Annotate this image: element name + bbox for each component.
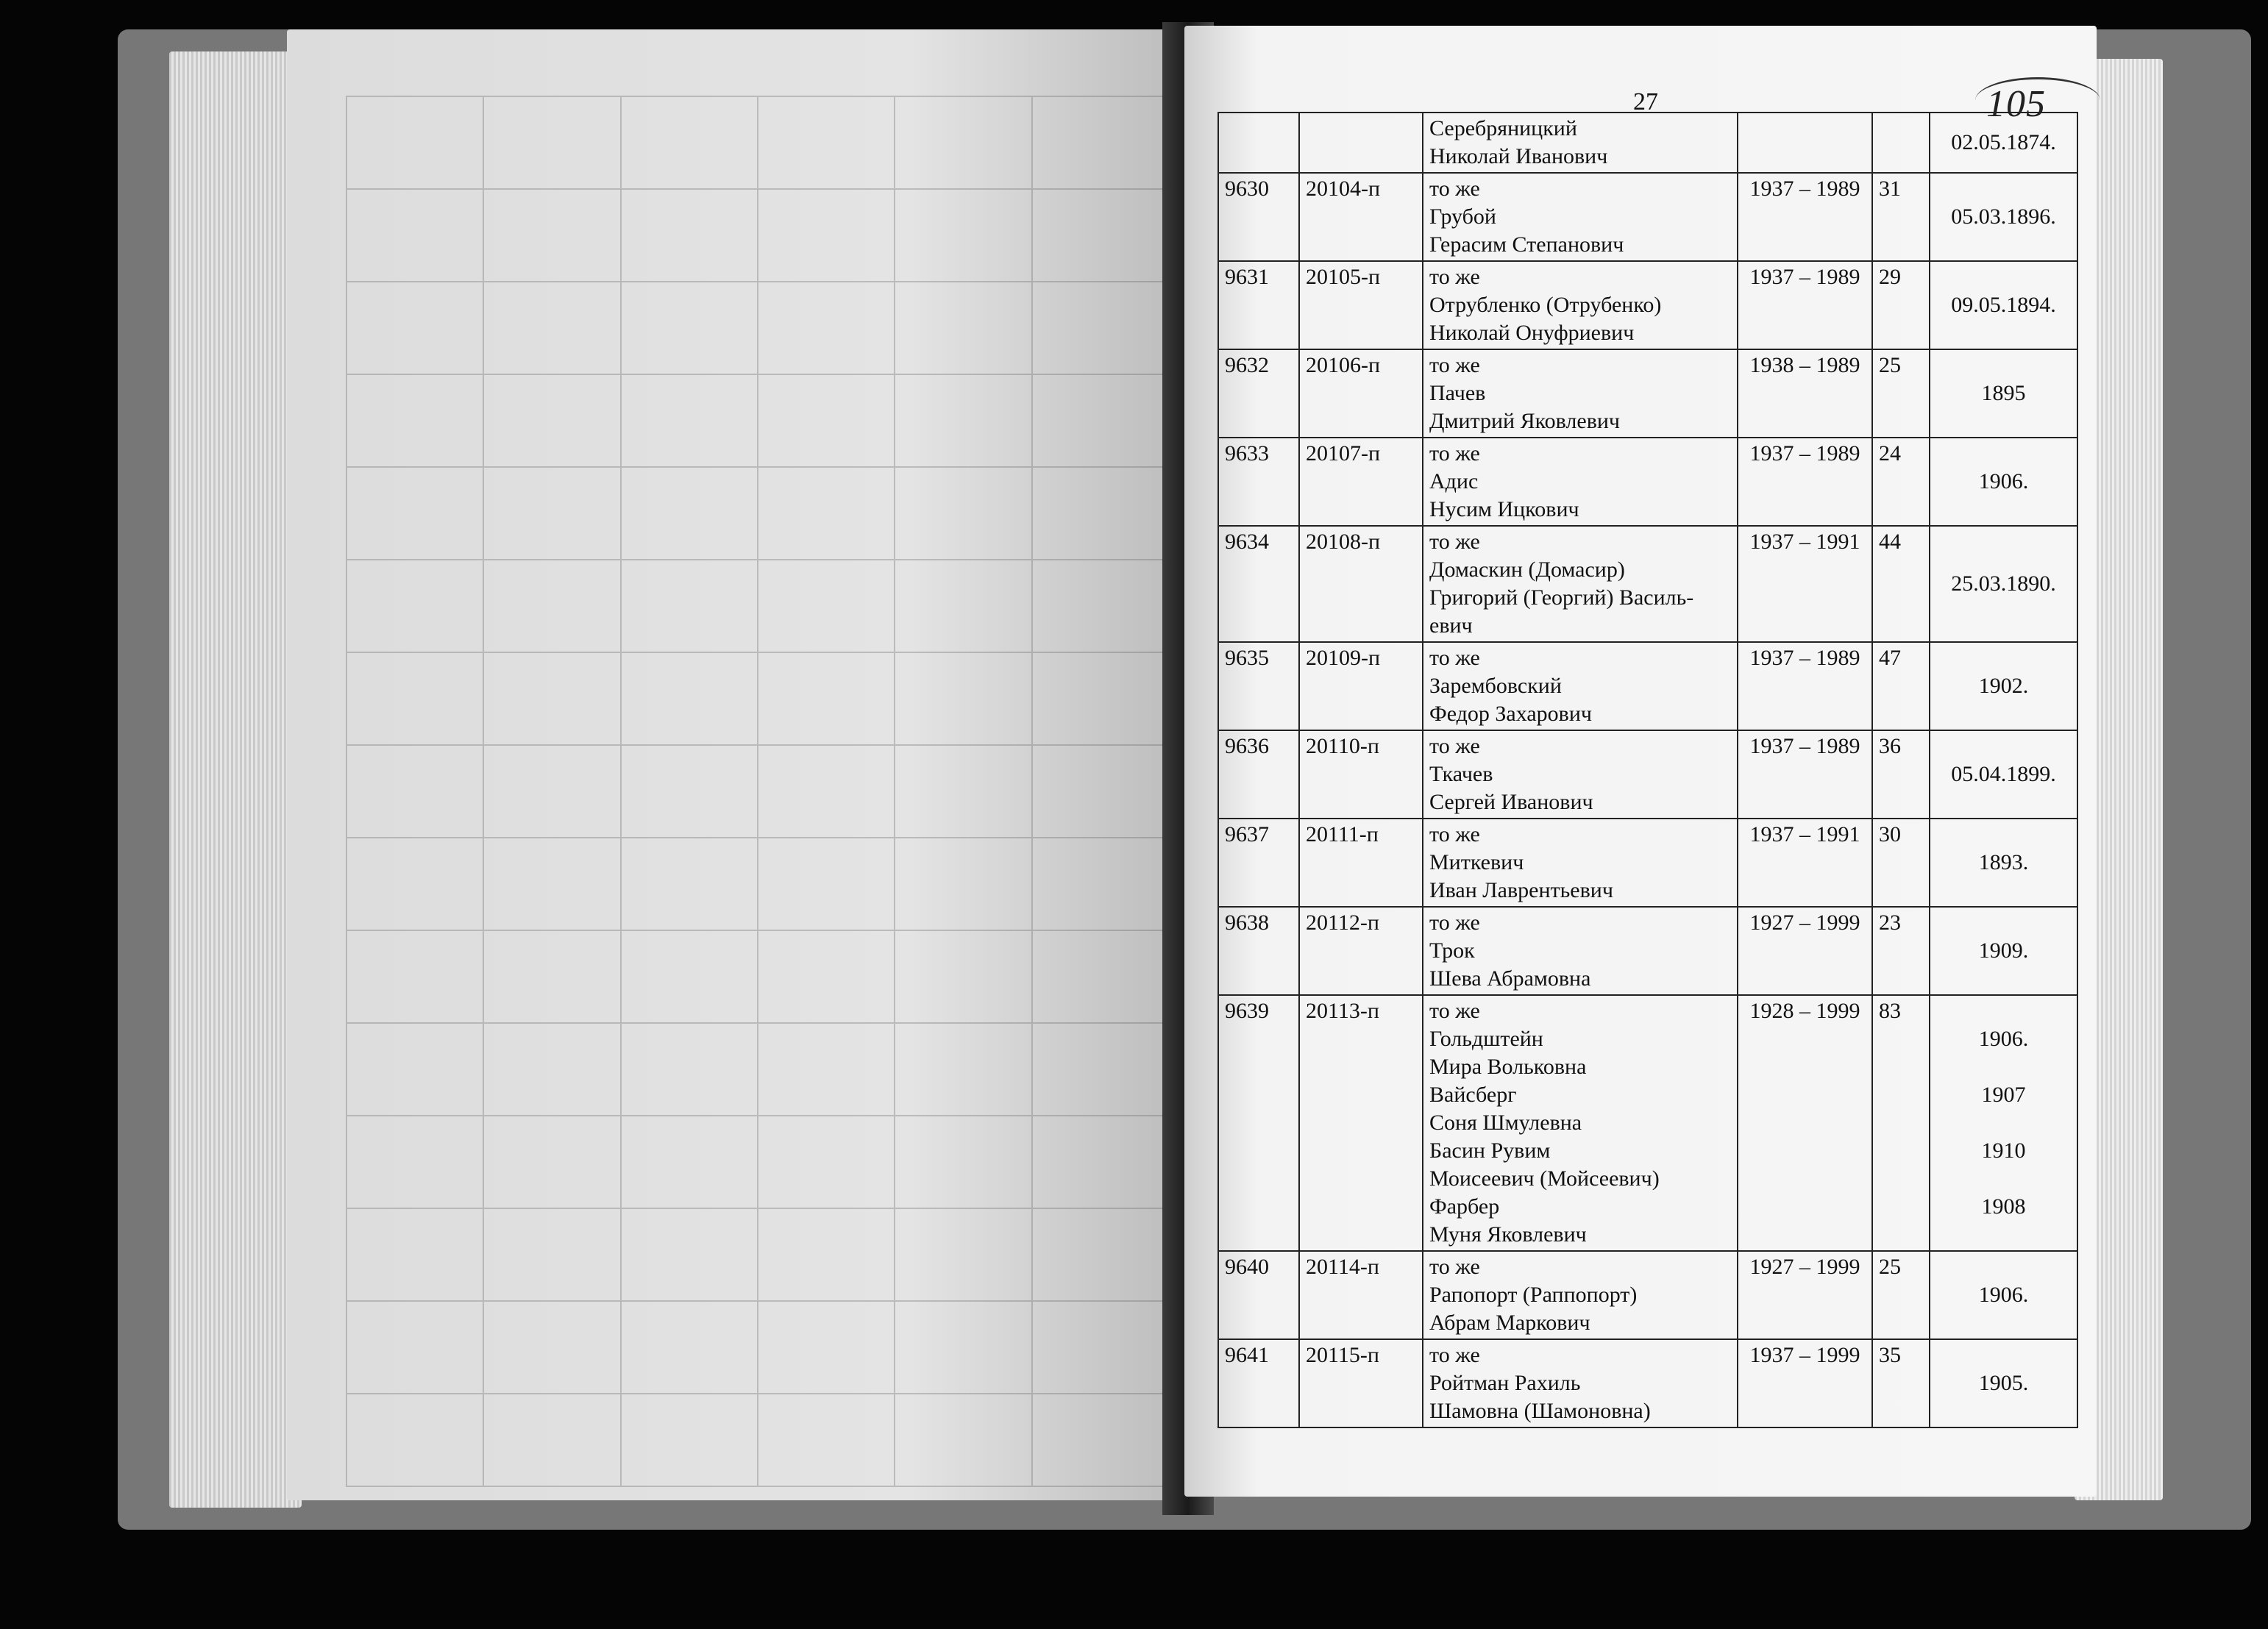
name-line: Зарембовский bbox=[1429, 674, 1562, 698]
name-line: Шамовна (Шамоновна) bbox=[1429, 1399, 1651, 1423]
name-line: то же bbox=[1429, 177, 1480, 201]
name-line: Николай Онуфриевич bbox=[1429, 321, 1635, 345]
birth-date: 1909. bbox=[1930, 907, 2077, 995]
birth-date: 05.04.1899. bbox=[1930, 730, 2077, 819]
handwritten-folio-number: 105 bbox=[1986, 83, 2046, 125]
name-line: Миткевич bbox=[1429, 850, 1524, 874]
birth-date-line bbox=[1936, 1109, 2071, 1137]
birth-date-line bbox=[1936, 1053, 2071, 1081]
date-range: 1927 – 1999 bbox=[1738, 1251, 1872, 1339]
table-row bbox=[1218, 1251, 2077, 1339]
date-range: 1938 – 1989 bbox=[1738, 349, 1872, 438]
birth-date: 1893. bbox=[1930, 819, 2077, 907]
date-range: 1937 – 1991 bbox=[1738, 819, 1872, 907]
name-line: Домаскин (Домасир) bbox=[1429, 557, 1625, 582]
date-range bbox=[1738, 113, 1872, 173]
record-number: 9630 bbox=[1218, 173, 1299, 261]
name-line: то же bbox=[1429, 999, 1480, 1023]
name-line: то же bbox=[1429, 646, 1480, 670]
person-name bbox=[1423, 526, 1738, 642]
person-name bbox=[1423, 995, 1738, 1251]
record-number: 9634 bbox=[1218, 526, 1299, 642]
table-row bbox=[1218, 173, 2077, 261]
sheet-count: 29 bbox=[1872, 261, 1930, 349]
table-row bbox=[1218, 730, 2077, 819]
birth-date-line: 1907 bbox=[1981, 1083, 2026, 1107]
page-edges-left bbox=[169, 51, 302, 1508]
birth-date: 05.03.1896. bbox=[1930, 173, 2077, 261]
person-name bbox=[1423, 173, 1738, 261]
case-number: 20111-п bbox=[1299, 819, 1423, 907]
birth-date: 02.05.1874. bbox=[1930, 113, 2077, 173]
name-line: Серебряницкий bbox=[1429, 116, 1577, 140]
name-line: Нусим Ицкович bbox=[1429, 497, 1579, 521]
date-range: 1928 – 1999 bbox=[1738, 995, 1872, 1251]
left-page bbox=[287, 29, 1177, 1500]
table-row bbox=[1218, 819, 2077, 907]
case-number: 20114-п bbox=[1299, 1251, 1423, 1339]
name-line: Абрам Маркович bbox=[1429, 1311, 1590, 1335]
name-line: Рапопорт (Раппопорт) bbox=[1429, 1283, 1638, 1307]
name-line: Шева Абрамовна bbox=[1429, 966, 1591, 991]
person-name bbox=[1423, 642, 1738, 730]
person-name bbox=[1423, 113, 1738, 173]
name-line: Мира Вольковна bbox=[1429, 1055, 1587, 1079]
record-number: 9640 bbox=[1218, 1251, 1299, 1339]
record-number: 9638 bbox=[1218, 907, 1299, 995]
left-page-bleedthrough bbox=[346, 96, 1170, 1390]
name-line: то же bbox=[1429, 1255, 1480, 1279]
name-line: то же bbox=[1429, 530, 1480, 554]
name-line: Трок bbox=[1429, 938, 1475, 963]
name-line: Григорий (Георгий) Василь- bbox=[1429, 585, 1694, 610]
sheet-count: 24 bbox=[1872, 438, 1930, 526]
date-range: 1937 – 1989 bbox=[1738, 173, 1872, 261]
birth-date bbox=[1930, 995, 2077, 1251]
name-line: Моисеевич (Мойсеевич) bbox=[1429, 1166, 1660, 1191]
name-line: евич bbox=[1429, 613, 1473, 638]
name-line: то же bbox=[1429, 353, 1480, 377]
table-row bbox=[1218, 907, 2077, 995]
record-number: 9636 bbox=[1218, 730, 1299, 819]
name-line: то же bbox=[1429, 441, 1480, 466]
person-name bbox=[1423, 907, 1738, 995]
table-row bbox=[1218, 349, 2077, 438]
sheet-count: 35 bbox=[1872, 1339, 1930, 1427]
record-number bbox=[1218, 113, 1299, 173]
sheet-count bbox=[1872, 113, 1930, 173]
name-line: Грубой bbox=[1429, 204, 1496, 229]
table-row bbox=[1218, 642, 2077, 730]
record-number: 9633 bbox=[1218, 438, 1299, 526]
date-range: 1937 – 1989 bbox=[1738, 642, 1872, 730]
name-line: Соня Шмулевна bbox=[1429, 1111, 1582, 1135]
name-line: Фарбер bbox=[1429, 1194, 1500, 1219]
birth-date-line: 1908 bbox=[1981, 1194, 2026, 1219]
case-number: 20108-п bbox=[1299, 526, 1423, 642]
birth-date: 1902. bbox=[1930, 642, 2077, 730]
date-range: 1937 – 1989 bbox=[1738, 261, 1872, 349]
birth-date: 1905. bbox=[1930, 1339, 2077, 1427]
name-line: Сергей Иванович bbox=[1429, 790, 1593, 814]
case-number: 20115-п bbox=[1299, 1339, 1423, 1427]
name-line: Муня Яковлевич bbox=[1429, 1222, 1587, 1247]
page-number: 27 bbox=[1633, 88, 1658, 115]
case-number: 20110-п bbox=[1299, 730, 1423, 819]
name-line: то же bbox=[1429, 1343, 1480, 1367]
name-line: Ройтман Рахиль bbox=[1429, 1371, 1581, 1395]
person-name bbox=[1423, 349, 1738, 438]
date-range: 1937 – 1989 bbox=[1738, 730, 1872, 819]
birth-date: 1906. bbox=[1930, 438, 2077, 526]
record-number: 9635 bbox=[1218, 642, 1299, 730]
case-number: 20109-п bbox=[1299, 642, 1423, 730]
birth-date: 25.03.1890. bbox=[1930, 526, 2077, 642]
table-row bbox=[1218, 1339, 2077, 1427]
name-line: Пачев bbox=[1429, 381, 1486, 405]
name-line: то же bbox=[1429, 265, 1480, 289]
name-line: то же bbox=[1429, 822, 1480, 846]
sheet-count: 23 bbox=[1872, 907, 1930, 995]
case-number: 20106-п bbox=[1299, 349, 1423, 438]
record-number: 9641 bbox=[1218, 1339, 1299, 1427]
sheet-count: 31 bbox=[1872, 173, 1930, 261]
sheet-count: 44 bbox=[1872, 526, 1930, 642]
person-name bbox=[1423, 1251, 1738, 1339]
record-number: 9631 bbox=[1218, 261, 1299, 349]
name-line: то же bbox=[1429, 910, 1480, 935]
date-range: 1937 – 1991 bbox=[1738, 526, 1872, 642]
name-line: то же bbox=[1429, 734, 1480, 758]
person-name bbox=[1423, 730, 1738, 819]
case-number: 20104-п bbox=[1299, 173, 1423, 261]
table-row bbox=[1218, 261, 2077, 349]
register-table bbox=[1217, 112, 2078, 1428]
name-line: Гольдштейн bbox=[1429, 1027, 1543, 1051]
name-line: Дмитрий Яковлевич bbox=[1429, 409, 1621, 433]
case-number: 20112-п bbox=[1299, 907, 1423, 995]
sheet-count: 25 bbox=[1872, 1251, 1930, 1339]
date-range: 1927 – 1999 bbox=[1738, 907, 1872, 995]
person-name bbox=[1423, 261, 1738, 349]
record-number: 9632 bbox=[1218, 349, 1299, 438]
birth-date-line bbox=[1936, 1221, 2071, 1249]
name-line: Федор Захарович bbox=[1429, 702, 1592, 726]
name-line: Отрубленко (Отрубенко) bbox=[1429, 293, 1662, 317]
case-number: 20105-п bbox=[1299, 261, 1423, 349]
name-line: Вайсберг bbox=[1429, 1083, 1517, 1107]
sheet-count: 25 bbox=[1872, 349, 1930, 438]
birth-date: 1906. bbox=[1930, 1251, 2077, 1339]
person-name bbox=[1423, 1339, 1738, 1427]
birth-date-line: 1910 bbox=[1981, 1138, 2026, 1163]
case-number bbox=[1299, 113, 1423, 173]
table-row bbox=[1218, 438, 2077, 526]
birth-date: 1895 bbox=[1930, 349, 2077, 438]
record-number: 9639 bbox=[1218, 995, 1299, 1251]
date-range: 1937 – 1989 bbox=[1738, 438, 1872, 526]
sheet-count: 36 bbox=[1872, 730, 1930, 819]
person-name bbox=[1423, 438, 1738, 526]
name-line: Басин Рувим bbox=[1429, 1138, 1551, 1163]
case-number: 20107-п bbox=[1299, 438, 1423, 526]
sheet-count: 30 bbox=[1872, 819, 1930, 907]
birth-date-line bbox=[1936, 1165, 2071, 1193]
date-range: 1937 – 1999 bbox=[1738, 1339, 1872, 1427]
table-row bbox=[1218, 526, 2077, 642]
name-line: Иван Лаврентьевич bbox=[1429, 878, 1613, 902]
table-row bbox=[1218, 995, 2077, 1251]
table-row bbox=[1218, 113, 2077, 173]
person-name bbox=[1423, 819, 1738, 907]
birth-date: 09.05.1894. bbox=[1930, 261, 2077, 349]
sheet-count: 83 bbox=[1872, 995, 1930, 1251]
name-line: Ткачев bbox=[1429, 762, 1493, 786]
sheet-count: 47 bbox=[1872, 642, 1930, 730]
case-number: 20113-п bbox=[1299, 995, 1423, 1251]
name-line: Герасим Степанович bbox=[1429, 232, 1624, 257]
record-number: 9637 bbox=[1218, 819, 1299, 907]
birth-date-line: 1906. bbox=[1978, 1027, 2029, 1051]
name-line: Николай Иванович bbox=[1429, 144, 1608, 168]
name-line: Адис bbox=[1429, 469, 1479, 493]
